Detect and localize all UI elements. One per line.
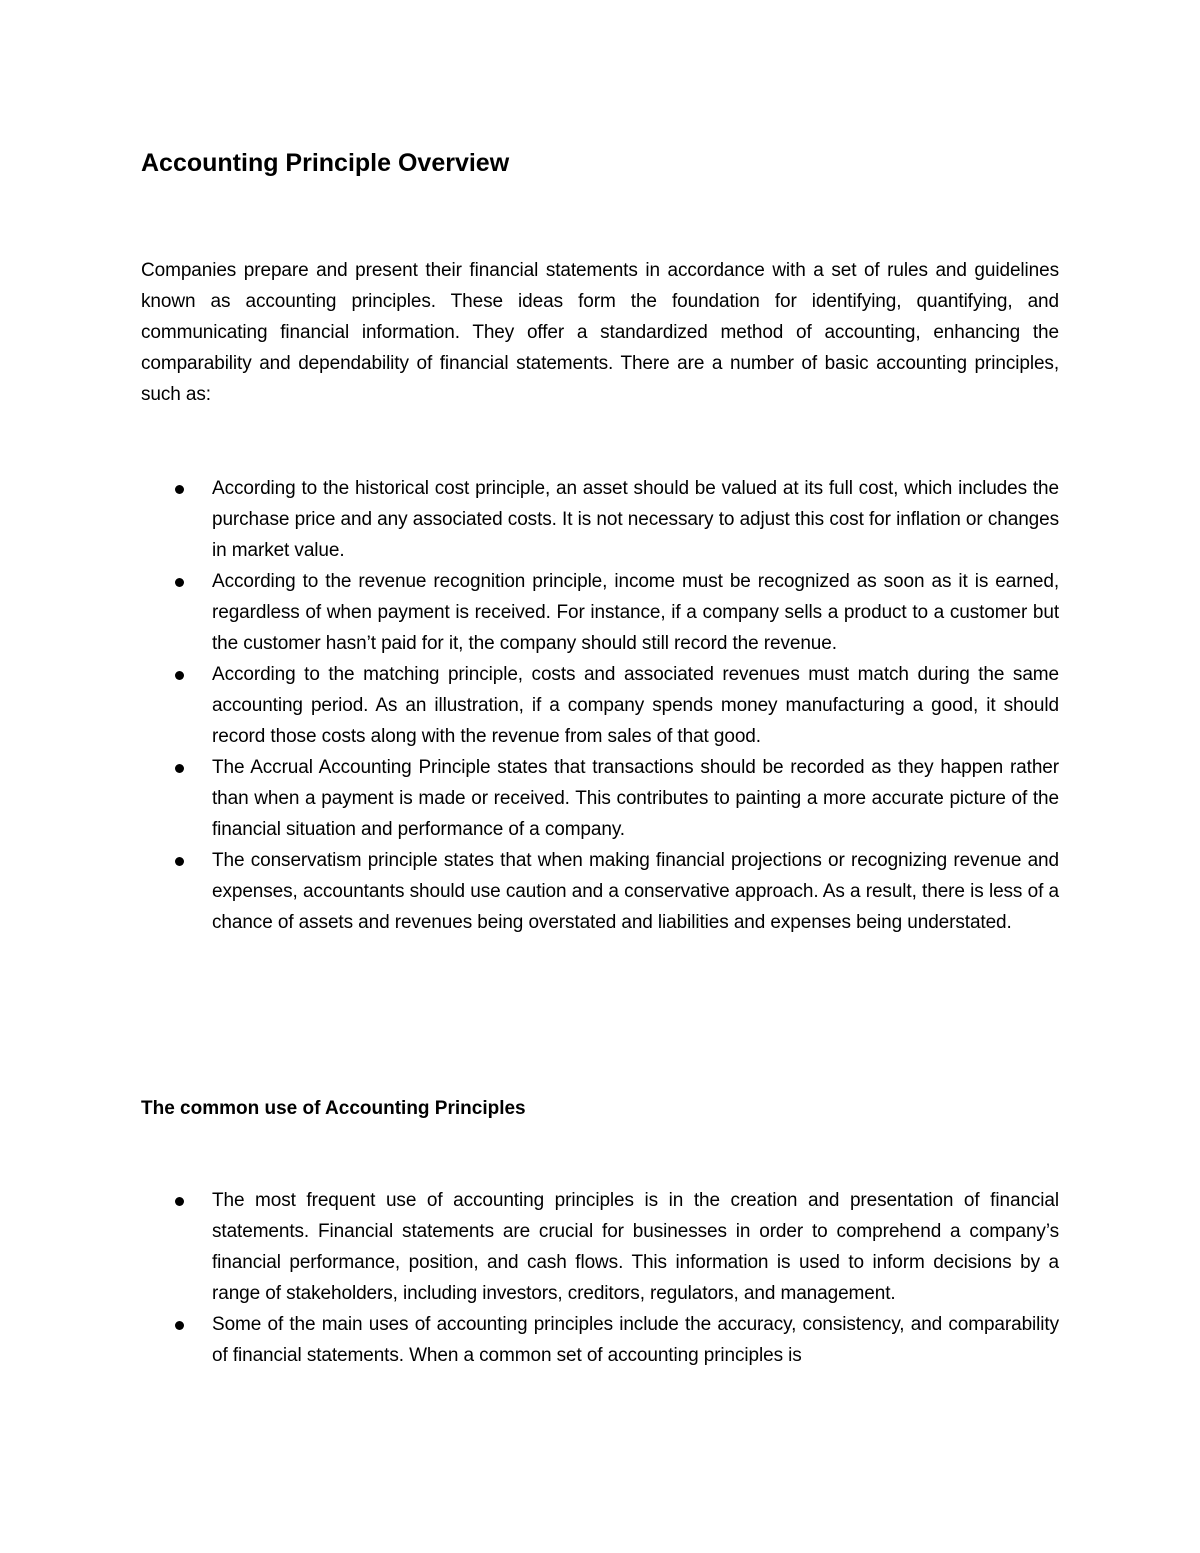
principles-list [141,473,1059,938]
list-item [141,566,1059,659]
list-item-text: The Accrual Accounting Principle states that transactions should be recorded as they happen rather than when a payment is made or received. This contributes to painting a more accurate picture of the financial situation and performance of a company. [212,757,1059,840]
list-item-text: According to the revenue recognition principle, income must be recognized as soon as it is earned, regardless of when payment is received. For instance, if a company sells a product to a customer but the customer hasn’t paid for it, the company should still record the revenue. [212,571,1059,654]
bullet-icon [175,485,184,494]
bullet-icon [175,1197,184,1206]
list-item [141,845,1059,938]
bullet-icon [175,1321,184,1330]
bullet-icon [175,671,184,680]
bullet-icon [175,578,184,587]
list-item [141,473,1059,566]
page-title: Accounting Principle Overview [141,149,510,177]
section-heading-uses: The common use of Accounting Principles [141,1098,526,1119]
list-item [141,659,1059,752]
bullet-icon [175,857,184,866]
list-item-text: According to the historical cost principle, an asset should be valued at its full cost, which includes the purchase price and any associated costs. It is not necessary to adjust this cost for inflation or changes in market value. [212,478,1059,561]
list-item [141,752,1059,845]
intro-paragraph: Companies prepare and present their financial statements in accordance with a set of rules and guidelines known as accounting principles. These ideas form the foundation for identifying, quantifying, and communicating financial information. They offer a standardized method of accounting, enhancing the comparability and dependability of financial statements. There are a number of basic accounting principles, such as: [141,260,1059,405]
list-item-text: Some of the main uses of accounting principles include the accuracy, consistency, and comparability of financial statements. When a common set of accounting principles is [212,1314,1059,1366]
list-item-text: According to the matching principle, costs and associated revenues must match during the same accounting period. As an illustration, if a company spends money manufacturing a good, it should record those costs along with the revenue from sales of that good. [212,664,1059,747]
list-item [141,1185,1059,1309]
uses-list [141,1185,1059,1371]
list-item-text: The most frequent use of accounting principles is in the creation and presentation of financial statements. Financial statements are crucial for businesses in order to comprehend a company’s financial performance, position, and cash flows. This information is used to inform decisions by a range of stakeholders, including investors, creditors, regulators, and management. [212,1190,1059,1304]
bullet-icon [175,764,184,773]
list-item [141,1309,1059,1371]
list-item-text: The conservatism principle states that when making financial projections or recognizing revenue and expenses, accountants should use caution and a conservative approach. As a result, there is less of a chance of assets and revenues being overstated and liabilities and expenses being understated. [212,850,1059,933]
